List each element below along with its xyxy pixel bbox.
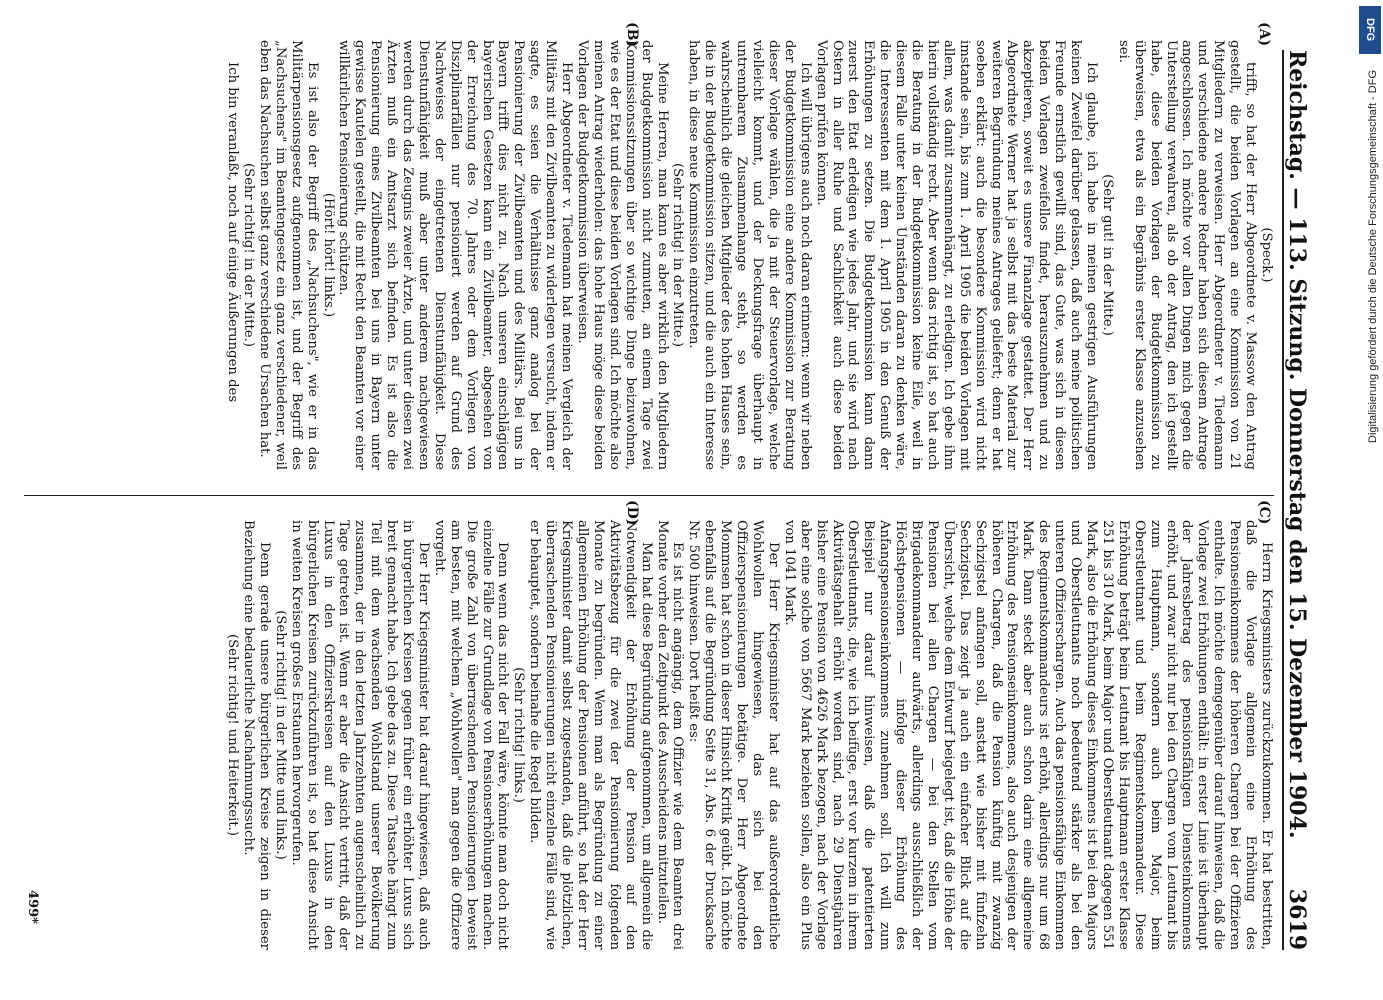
paragraph: Herr Abgeordneter v. Tiedemann hat meinen Vergleich der Militärs mit den Zivilbeamten zu widerlegen versucht, indem er sagte, es seien die Verhältnisse ganz analog bei der Pensionierung der Zivilbeamten und des Militärs. Bei uns in Bayern trifft dies nicht zu. Nach unseren einschlägigen bayerischen Gesetzen kann ein Zivilbeamter, abgesehen von der Erreichung des 70. Jahres oder dem Vorliegen von Disziplinarfällen nur pensioniert werden auf Grund des Nachweises der eingetretenen Dienstunfähigkeit. Diese Dienstunfähigkeit muß aber unter anderem nachgewiesen werden durch das Zeugnis zweier Ärzte, und unter diesen zwei Ärzten muß ein Amtsarzt sich befinden. Es ist also die Pensionierung eines Zivilbeamten bei uns in Bayern unter gewisse Kautelen gestellt, die mit Recht den Beamten vor einer willkürlichen Pensionierung schützen. xyxy=(336,40,575,470)
quotation: Es ist nicht angängig, dem Offizier wie dem Beamten drei Monate vorher den Zeitpunkt des Ausscheidens mitzuteilen. xyxy=(654,520,686,950)
paragraph: trifft, so hat der Herr Abgeordnete v. Massow den Antrag gestellt, die beiden Vorlagen an eine Kommission von 21 Mitgliedern zu verweisen. Herr Abgeordneter v. Tiedemann und verschiedene andere Redner haben sich diesem Antrage angeschlossen. Ich möchte vor allen Dingen mich gegen die Unterstellung verwahren, als ob der Antrag, den ich gestellt habe, diese beiden Vorlagen der Budgetkommission zu überweisen, etwa als ein Begräbnis erster Klasse anzusehen sei. xyxy=(1115,40,1259,470)
interjection: (Hört! hört! links.) xyxy=(320,192,336,318)
page-number: 3619 xyxy=(1284,888,1310,950)
page-header xyxy=(1282,50,1318,950)
paragraph: Der Herr Kriegsminister hat darauf hingewiesen, daß auch in bürgerlichen Kreisen gegen früher ein erhöhter Luxus sich breit gemacht habe. Ich gebe das zu. Diese Tatsache hängt zum Teil mit dem wachsenden Wohlstand unserer Bevölkerung zusammen, der in den letzten Jahrzehnten augenscheinlich zu Tage getreten ist. Wenn er aber die Ansicht vertritt, daß der Luxus in den Offizierskreisen auf den Luxus in den bürgerlichen Kreisen zurückzuführen ist, so hat diese Ansicht in weiten Kreisen großes Erstaunen hervorgerufen. xyxy=(288,520,431,950)
dfg-logo: DFG xyxy=(1359,6,1381,54)
section-mark-b: (B) xyxy=(624,22,640,48)
paragraph: Ich bin veranlaßt, noch auf einige Äußerungen des xyxy=(225,62,241,403)
interjection: (Sehr richtig! in der Mitte und links.) xyxy=(272,610,288,860)
left-column xyxy=(224,40,1274,470)
section-mark-c: (C) xyxy=(1256,500,1272,525)
interjection: (Sehr richtig! in der Mitte.) xyxy=(241,163,256,347)
paragraph: Es ist also der Begriff des „Nachsuchens", wie er in das Militärpensionsgesetz aufgenommen ist, und der Begriff des „Nachsuchens" im Beamtengesetz ein ganz verschiedener, weil eben das Nachsuchen selbst ganz verschiedene Ursachen hat. xyxy=(256,40,320,470)
paragraph: Man hat diese Begründung aufgenommen, um allgemein die Notwendigkeit der Erhöhung der Pension auf den Aktivitätsbezug für die zwei der Pensionierung folgenden Monate zu begründen. Wenn man als Begründung zu einer allgemeinen Erhöhung der Pensionen anführt, so hat der Herr Kriegsminister damit selbst zugestanden, daß die plötzlichen, überraschenden Pensionierungen nicht einzelne Fälle sind, wie er behauptet, sondern beinahe die Regel bilden. xyxy=(527,520,654,950)
paragraph: Denn wenn das nicht der Fall wäre, könnte man doch nicht einzelne Fälle zur Grundlage von Pensionserhöhungen machen. Die große Zahl von überraschenden Pensionierungen beweist am besten, mit welchem „Wohlwollen" man gegen die Offiziere vorgeht. xyxy=(431,520,511,950)
section-mark-a: (A) xyxy=(1256,22,1272,47)
paragraph: Meine Herren, man kann es aber wirklich den Mitgliedern der Budgetkommission nicht zumuten, an einem Tage zwei Kommissionssitzungen über so wichtige Dinge beizuwohnen, wie es der Etat und diese beiden Vorlagen sind. Ich möchte also meinen Antrag wiederholen: das hohe Haus möge diese beiden Vorlagen der Budgetkommission überweisen. xyxy=(575,40,670,470)
signature-mark: 499* xyxy=(25,890,40,924)
digitization-credit: Digitalisierung gefördert durch die Deutsche Forschungsgemeinschaft - DFG xyxy=(1367,70,1379,443)
paragraph: Der Herr Kriegsminister hat auf das außerordentliche Wohlwollen hingewiesen, das sich bei den Offizierspensionierungen betätige. Der Herr Abgeordnete Mommsen hat schon in dieser Hinsicht Kritik geübt. Ich möchte ebenfalls auf die Begründung Seite 31, Abs. 6 der Drucksache Nr. 500 hinweisen. Dort heißt es: xyxy=(686,520,781,950)
speaker-tag: (Speck.) xyxy=(1259,227,1274,283)
header-title: Reichstag. — 113. Sitzung. Donnerstag den 15. Dezember 1904. xyxy=(1284,50,1310,839)
paragraph: Ich will übrigens auch noch daran erinnern: wenn wir neben der Budgetkommission eine andere Kommission zur Beratung dieser Vorlage wählen, die ja mit der Steuervorlage, welche vielleicht kommt, und der Deckungsfrage überhaupt in untrennbarem Zusammenhange steht, so werden es wahrscheinlich die gleichen Mitglieder des hohen Hauses sein, die in der Budgetkommission sitzen, und die auch ein Interesse haben, in diese neue Kommission einzutreten. xyxy=(686,40,813,470)
section-mark-d: (D) xyxy=(624,500,640,526)
interjection: (Sehr richtig! und Heiterkeit.) xyxy=(225,633,241,837)
paragraph: Denn gerade unsere bürgerlichen Kreise zeigen in dieser Beziehung eine bedauerliche Nachahmungssucht. xyxy=(241,520,272,950)
interjection: (Sehr richtig! links.) xyxy=(511,667,527,803)
rotated-page xyxy=(0,20,1330,980)
paragraph: Herrn Kriegsministers zurückzukommen. Er hat bestritten, daß die Vorlage allgemein eine Erhöhung des Pensionseinkommens der höheren Chargen bei der Offizieren enthalte. Ich möchte demgegenüber darauf hinweisen, daß die Vorlage zwei Erhöhungen enthält: in erster Linie ist überhaupt der Jahresbetrag des pensionsfähigen Diensteinkommens erhöht, und zwar nicht nur bei den Chargen vom Leutnant bis zum Hauptmann, sondern auch beim Major, beim Oberstleutnant und beim Regimentskommandeur. Diese Erhöhung beträgt beim Leutnant bis Hauptmann erster Klasse 251 bis 310 Mark, beim Major und Oberstleutnant dagegen 551 Mark, also die Erhöhung dieses Einkommens ist bei den Majors und Oberstleutnants noch bedeutend stärker als bei den unteren Offizierschargen. Auch das pensionsfähige Einkommen des Regimentskommandeurs ist erhöht, allerdings nur um 68 Mark. Dann steckt aber auch schon darin eine allgemeine Erhöhung des Pensionseinkommens, also auch desjenigen der höheren Chargen, daß die Pension künftig mit zwanzig Sechzigstel anfangen soll, anstatt wie bisher mit fünfzehn Sechzigstel. Das zeigt ja auch ein einfacher Blick auf die Übersicht, welche dem Entwurf beigelegt ist, daß die Höhe der Pensionen bei allen Chargen — bei den Stellen vom Brigadekommandeur aufwärts, allerdings ausschließlich der Höchstpensionen — infolge dieser Erhöhung des Anfangspensionseinkommens zunehmen soll. Ich will zum Beispiel nur darauf hinweisen, daß die patentierten Oberstleutnants, die, wie ich beifüge, erst vor kurzem in ihrem Aktivitätsgehalt erhöht worden sind, nach 29 Dienstjahren bisher eine Pension von 4626 Mark bezogen, nach der Vorlage aber eine solche von 5667 Mark beziehen sollen, also ein Plus von 1041 Mark. xyxy=(781,520,1274,950)
right-column xyxy=(224,520,1274,950)
paragraph: Ich glaube, ich habe in meinen gestrigen Ausführungen keinen Zweifel darüber gelassen, daß auch meine politischen Freunde ernstlich gewillt sind, das Gute, was sich in diesen beiden Vorlagen zweifellos findet, herauszunehmen und zu akzeptieren, soweit es unsere Finanzlage gestattet. Der Herr Abgeordnete Werner hat ja selbst mit das beste Material zur weiteren Begründung meines Antrages geliefert; denn er hat soeben erklärt: auch die besondere Kommission wird nicht imstande sein, bis zum 1. April 1905 die beiden Vorlagen mit allem, was damit zusammenhängt, zu erledigen. Ich gebe ihm hierin vollständig recht. Aber wenn das richtig ist, so hat auch die Beratung in der Budgetkommission keine Eile, weil in diesem Falle unter keinen Umständen daran zu denken wäre, die Interessenten mit dem 1. April 1905 in den Genuß der Erhöhungen zu setzen. Die Budgetkommission kann dann zuerst den Etat erledigen wie jedes Jahr, und sie wird nach Ostern in aller Ruhe und Sachlichkeit auch diese beiden Vorlagen prüfen können. xyxy=(813,40,1100,470)
interjection: (Sehr gut! in der Mitte.) xyxy=(1099,174,1115,336)
interjection: (Sehr richtig! in der Mitte.) xyxy=(670,163,686,347)
column-divider xyxy=(24,495,1274,496)
